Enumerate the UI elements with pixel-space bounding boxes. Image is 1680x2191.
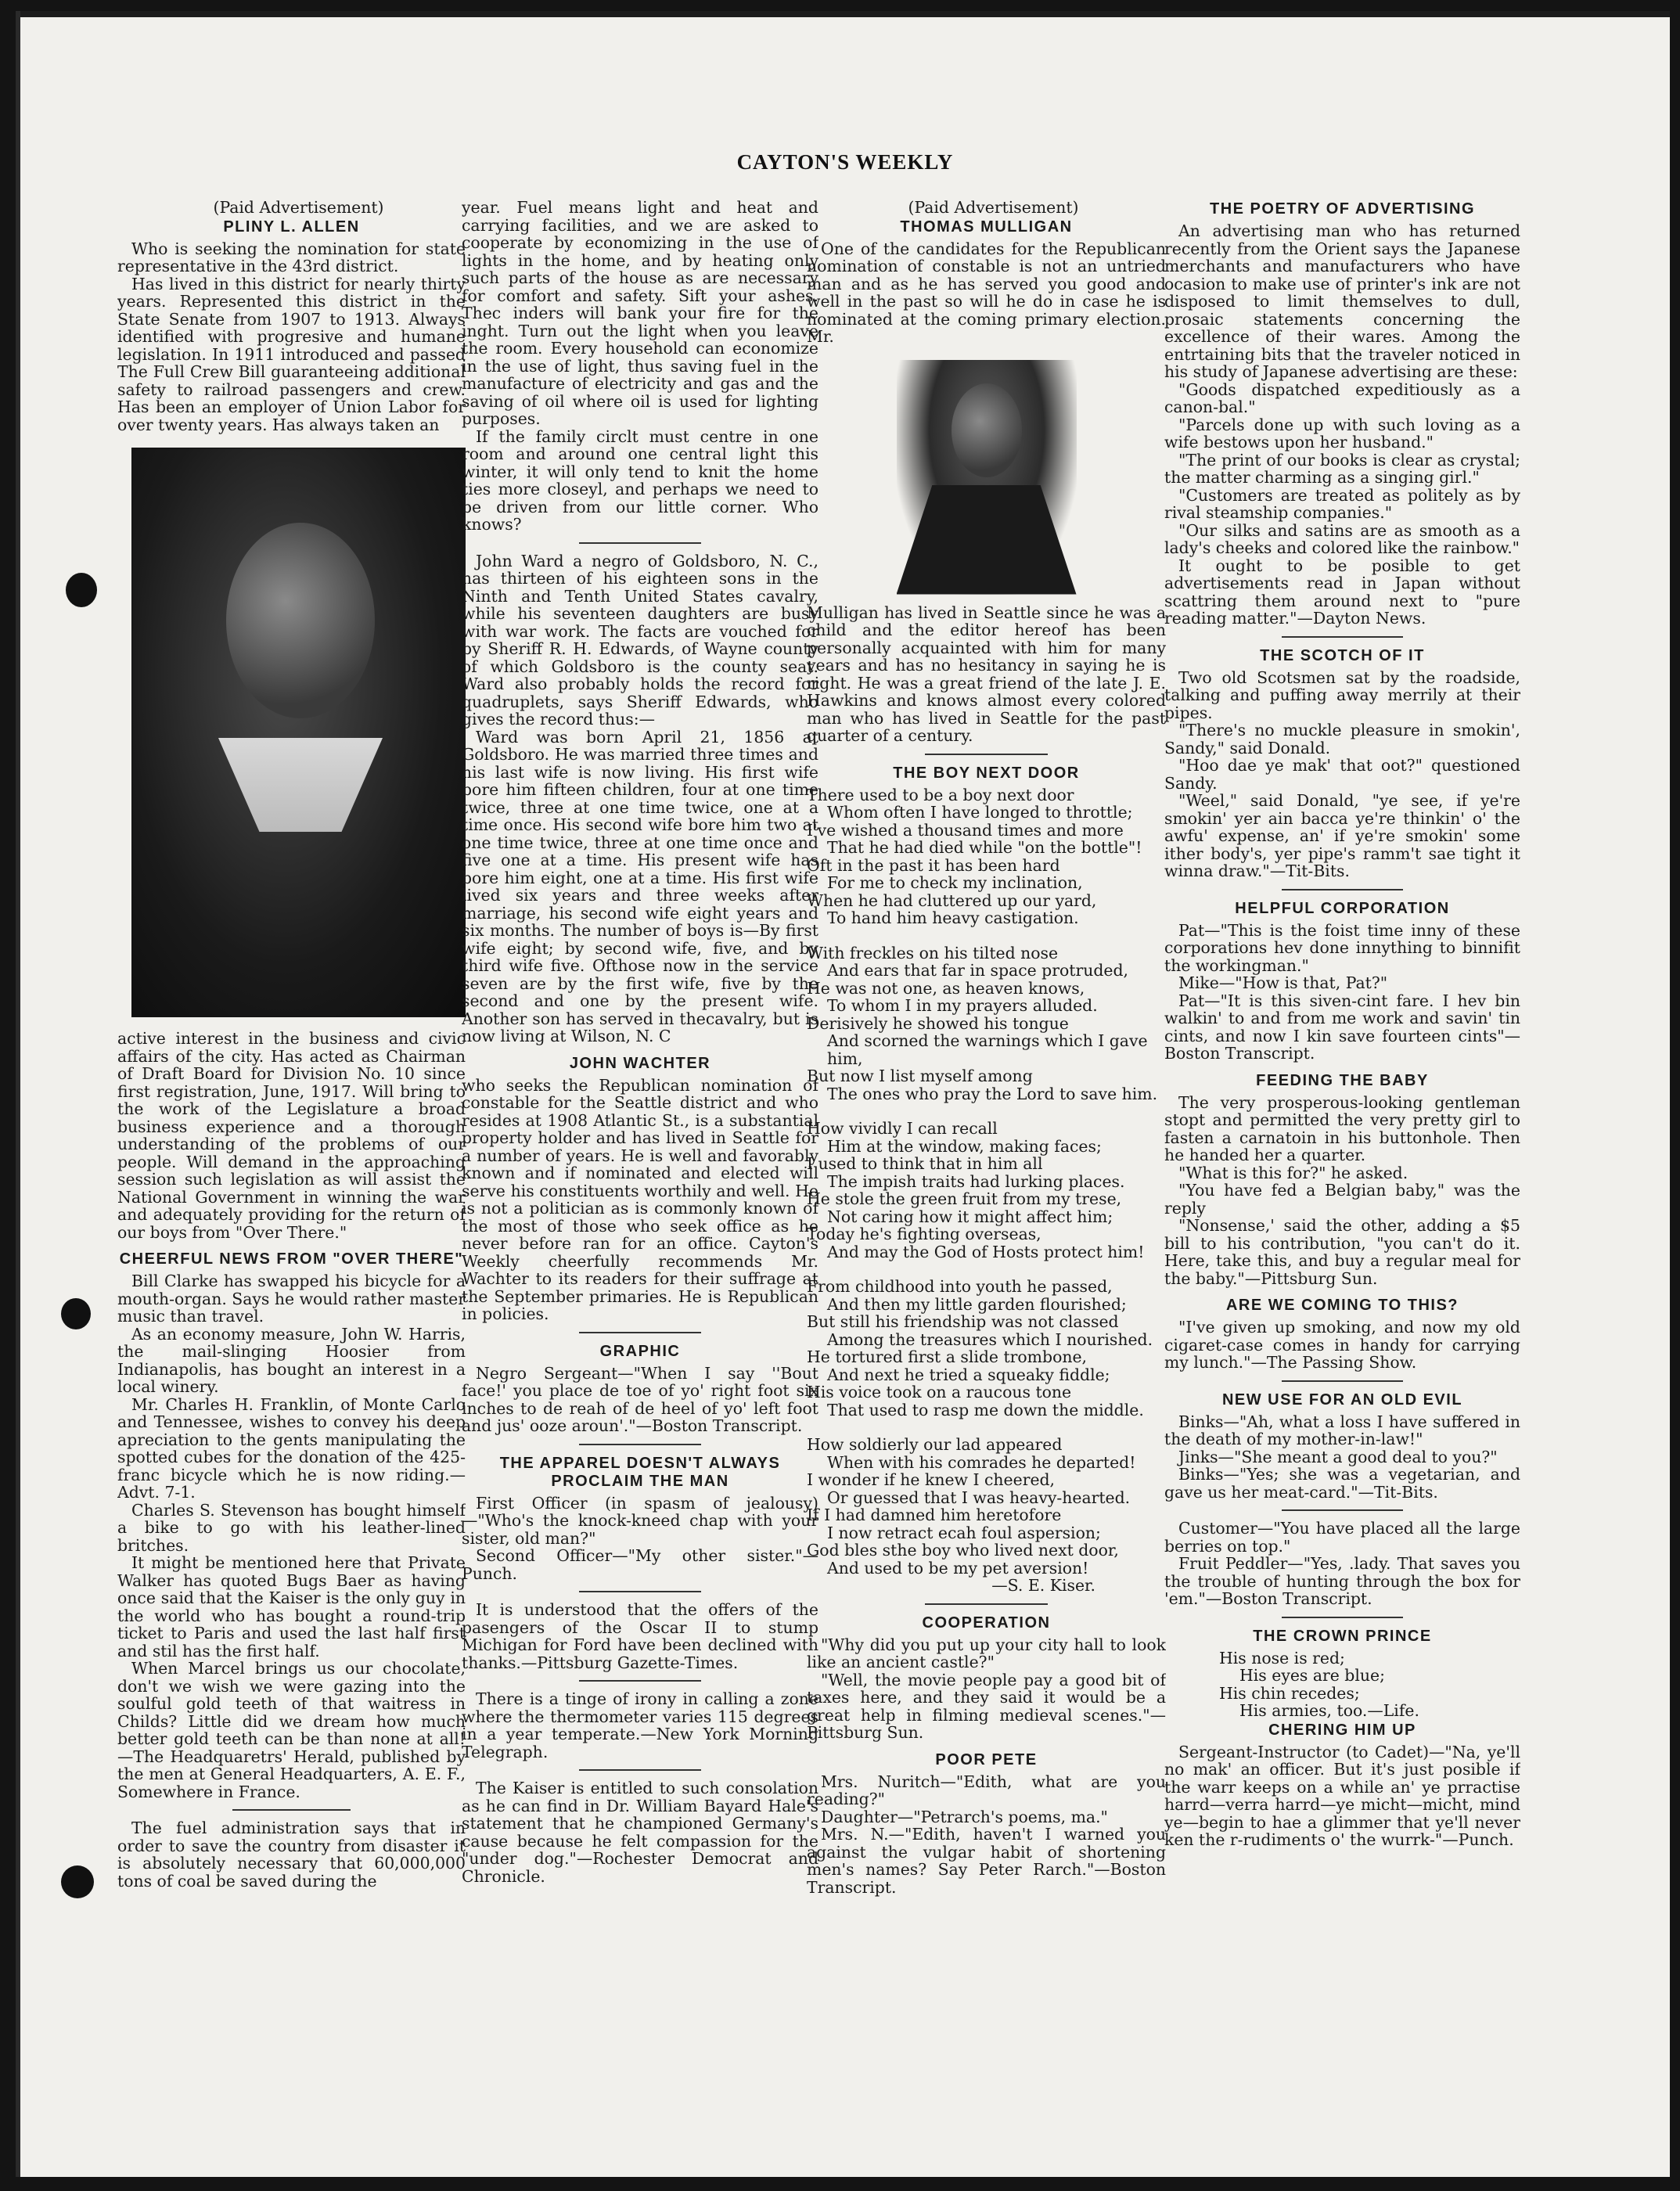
portrait-coat [897,485,1077,595]
poem-line: And next he tried a squeaky fiddle; [827,1365,1110,1384]
paragraph: Mike—"How is that, Pat?" [1178,973,1388,992]
poem-line: Among the treasures which I nourished. [827,1329,1153,1349]
separator [1282,1617,1403,1618]
article-title-apparel: THE APPAREL DOESN'T ALWAYS PROCLAIM THE MAN [499,1454,781,1490]
column-1 [117,199,466,2077]
paid-advertisement-label: (Paid Advertisement) [908,199,1079,217]
poem-line: His eyes are blue; [1239,1666,1385,1685]
masthead: CAYTON'S WEEKLY [736,150,954,174]
paragraph: Has lived in this district for nearly thirty years. Represented this district in the State Senate from 1907 to 1913. Always identified with progresive and humane legislation. In 1911 introduced and passed The Full Crew Bill guaranteeing additional safety to railroad passengers and crew. Has been an employer of Union Labor for over twenty years. Has always taken an [117,274,466,434]
poem-line: Derisively he showed his tongue [807,1013,1069,1033]
page-hole-mark [61,1865,94,1898]
article-title-poor-pete: POOR PETE [935,1750,1038,1768]
paragraph: Pat—"This is the foist time inny of these corporations hev done innything to binnifit the workingman." [1164,920,1520,975]
paragraph: Bill Clarke has swapped his bicycle for a mouth-organ. Says he would rather master music than travel. [117,1272,466,1326]
paragraph: "Why did you put up your city hall to look like an ancient castle?" [807,1635,1166,1671]
separator [1282,1380,1403,1382]
poem-line: I've wished a thousand times and more [807,820,1124,840]
poem-line: From childhood into youth he passed, [807,1277,1113,1296]
poem-crown-prince [1164,1650,1520,1720]
separator [579,1444,700,1445]
poem-line: I now retract ecah foul aspersion; [827,1523,1101,1542]
paragraph: "Well, the movie people pay a good bit of taxes here, and they said it would be a great help in filming medieval scenes."—Pittsburg Sun. [807,1670,1166,1742]
poem-line: Not caring how it might affect him; [827,1207,1113,1226]
paragraph: "I've given up smoking, and now my old cigaret-case comes in handy for carrying my lunch."—The Passing Show. [1164,1318,1520,1372]
article-title-allen: PLINY L. ALLEN [223,218,360,236]
paragraph: It might be mentioned here that Private Walker has quoted Bugs Baer as having once said that the Kaiser is the only guy in the world who has bought a round-trip ticket to Paris and used the last half first and stil has the first half. [117,1553,466,1660]
article-title-chering-him-up: CHERING HIM UP [1268,1721,1416,1739]
portrait-face [952,383,1022,477]
poem-line: To hand him heavy castigation. [827,908,1079,927]
paragraph: "Customers are treated as politely as by rival steamship companies." [1164,485,1520,522]
poem-line: The ones who pray the Lord to save him. [827,1084,1158,1103]
poem-line: When he had cluttered up our yard, [807,890,1097,910]
paragraph: Second Officer—"My other sister."—Punch. [462,1546,818,1583]
paragraph: Binks—"Yes; she was a vegetarian, and gave us her meat-card."—Tit-Bits. [1164,1465,1520,1502]
top-border [20,11,1670,17]
paragraph: John Ward a negro of Goldsboro, N. C., has thirteen of his eighteen sons in the Ninth and Tenth United States cavalry, while his seventeen daughters are busy with war work. The facts are vouched for by Sheriff R. H. Edwards, of Wayne county of which Goldsboro is the county seat. Ward also probably holds the record for quadruplets, says Sheriff Edwards, who gives the record thus:— [462,551,818,729]
separator [232,1809,351,1811]
separator [579,1769,700,1771]
separator [925,754,1047,755]
poem-line: He stole the green fruit from my trese, [807,1189,1122,1208]
portrait-photo-allen [131,448,466,1017]
article-title-helpful-corporation: HELPFUL CORPORATION [1235,899,1450,917]
page-hole-mark [66,573,97,607]
poem-line: But now I list myself among [807,1067,1033,1085]
paragraph: First Officer (in spasm of jealousy)—"Who's the knock-kneed chap with your sister, old man?" [462,1493,818,1548]
poem-line: Or guessed that I was heavy-hearted. [827,1488,1131,1507]
portrait-collar [218,738,383,832]
paragraph: Daughter—"Petrarch's poems, ma." [821,1807,1108,1826]
paragraph: Two old Scotsmen sat by the roadside, talking and puffing away merrily at their pipes. [1164,667,1520,722]
paragraph: year. Fuel means light and heat and carrying facilities, and we are asked to cooperate by economizing in the use of lights in the home, and by heating only such parts of the house as are necessary for comfort and safety. Sift your ashes. Thec inders will bank your fire for the inght. Turn out the light when you leave the room. Every household can economize in the use of light, thus saving fuel in the manufacture of electricity and gas and the saving of oil where oil is used for lighting purposes. [462,199,818,428]
paid-advertisement-label: (Paid Advertisement) [213,199,384,217]
poem-line: The impish traits had lurking places. [827,1171,1125,1191]
column-3 [807,199,1166,2077]
paragraph: Mrs. N.—"Edith, haven't I warned you against the vulgar habit of shortening men's names? Say Peter Rarch."—Boston Transcript. [807,1825,1166,1897]
page-hole-mark [61,1298,91,1329]
paragraph: Who is seeking the nomination for state representative in the 43rd district. [117,239,466,275]
paragraph: One of the candidates for the Republican nomination of constable is not an untried man and as he has served you good and well in the past so will he do in case he is nominated at the coming primary election. Mr. [807,239,1166,346]
poem-line: That used to rasp me down the middle. [827,1400,1144,1419]
paragraph: "You have fed a Belgian baby," was the reply [1164,1181,1520,1218]
poem-line: His nose is red; [1219,1648,1345,1668]
paragraph: The very prosperous-looking gentleman stopt and permitted the very pretty girl to fasten a carnatoin in his buttonhole. Then he handed her a quarter. [1164,1092,1520,1164]
article-title-cooperation: COOPERATION [922,1614,1051,1632]
article-title-mulligan: THOMAS MULLIGAN [900,218,1073,236]
paragraph: There is a tinge of irony in calling a zone where the thermometer varies 115 degrees in a year temperate.—New York Morning Telegraph. [462,1689,818,1761]
paragraph: It ought to be posible to get advertisements read in Japan without scattring them around next to "pure reading matter."—Dayton News. [1164,556,1520,628]
portrait-face [226,523,375,718]
poem-line: God bles sthe boy who lived next door, [807,1541,1119,1560]
paragraph: Jinks—"She meant a good deal to you?" [1178,1447,1498,1466]
poem-boy-next-door [807,786,1166,1578]
poem-line: For me to check my inclination, [827,873,1083,892]
poem-line: His chin recedes; [1219,1683,1360,1703]
poem-line: How soldierly our lad appeared [807,1435,1063,1454]
paragraph: "Parcels done up with such loving as a wife bestows upon her husband." [1164,415,1520,452]
paragraph: Fruit Peddler—"Yes, .lady. That saves you the trouble of hunting through the box for 'em."—Boston Transcript. [1164,1554,1520,1608]
article-title-boy-next-door: THE BOY NEXT DOOR [893,764,1080,782]
poem-line: Today he's fighting overseas, [807,1225,1041,1243]
separator [579,1591,700,1592]
paragraph: Customer—"You have placed all the large berries on top." [1164,1519,1520,1556]
article-title-poetry-advertising: THE POETRY OF ADVERTISING [1209,200,1475,218]
poem-line: And may the God of Hosts protect him! [827,1242,1145,1261]
paragraph: It is understood that the offers of the pasengers of the Oscar II to stump Michigan for Ford have been declined with thanks.—Pittsburg Gazette-Times. [462,1600,818,1672]
paragraph: The fuel administration says that in order to save the country from disaster it is absolutely necessary that 60,000,000 tons of coal be saved during the [117,1819,466,1891]
column-2 [462,199,818,2077]
poem-line: There used to be a boy next door [807,785,1074,804]
article-title-wachter: JOHN WACHTER [569,1054,711,1072]
poem-line: And used to be my pet aversion! [827,1558,1089,1578]
article-title-scotch: THE SCOTCH OF IT [1260,646,1425,664]
paragraph: "There's no muckle pleasure in smokin', Sandy," said Donald. [1164,721,1520,757]
paragraph: Mrs. Nuritch—"Edith, what are you reading?" [807,1772,1166,1808]
paragraph: As an economy measure, John W. Harris, the mail-slinging Hoosier from Indianapolis, has bought an interest in a local winery. [117,1324,466,1396]
paragraph: When Marcel brings us our chocolate, don't we wish we were gazing into the soulful gold teeth of that waitress in Childs? Little did we dream how much better gold teeth can be than none at all!—The Headquaretrs' Herald, published by the men at General Headquarters, A. E. F., Somewhere in France. [117,1659,466,1801]
poem-line: With freckles on his tilted nose [807,943,1059,962]
poem-line: I wonder if he knew I cheered, [807,1470,1056,1489]
paragraph: active interest in the business and civic affairs of the city. Has acted as Chairman of Draft Board for Division No. 10 since first registration, June, 1917. Will bring to the work of the Legislature a broad business experience and a thorough understanding of the problems of our people. Will demand in the approaching session such legislation as will assist the National Government in winning the war and adequately providing for the return of our boys from "Over There." [117,1029,466,1242]
paragraph: "What is this for?" he asked. [1178,1163,1408,1182]
paragraph: Sergeant-Instructor (to Cadet)—"Na, ye'll no mak' an officer. But it's just posible if the warr keeps on a while an' ye prractise harrd—verra harrd—ye micht—micht, mind ye—begin to hae a glimmer that ye'll never ken the r-rudiments o' the wurrk-"—Punch. [1164,1742,1520,1849]
poem-line: And then my little garden flourished; [827,1294,1127,1314]
poem-line: If I had damned him heretofore [807,1506,1062,1524]
poem-line: But still his friendship was not classed [807,1312,1119,1331]
article-title-old-evil: NEW USE FOR AN OLD EVIL [1221,1391,1463,1408]
portrait-photo-mulligan [897,360,1077,595]
paragraph: The Kaiser is entitled to such consolation as he can find in Dr. William Bayard Hale's statement that he championed Germany's cause because he felt compassion for the "under dog."—Rochester Democrat and Chronicle. [462,1779,818,1886]
paragraph: "Weel," said Donald, "ye see, if ye're smokin' yer ain bacca ye're thinkin' o' the awfu' expense, an' if ye're smokin' some ither body's, yer pipe's ramm't sae tight it winna draw."—Tit-Bits. [1164,791,1520,880]
separator [925,1603,1047,1605]
separator [1282,1509,1403,1511]
article-title-cheerful-news: CHEERFUL NEWS FROM "OVER THERE" [119,1250,464,1268]
poem-line: His voice took on a raucous tone [807,1383,1072,1401]
poem-line: He was not one, as heaven knows, [807,978,1085,998]
paragraph: "Hoo dae ye mak' that oot?" questioned Sandy. [1164,756,1520,793]
separator [579,1332,700,1333]
separator [579,542,700,544]
poem-line: His armies, too.—Life. [1239,1701,1419,1720]
poem-line: He tortured first a slide trombone, [807,1347,1088,1366]
separator [1282,636,1403,638]
paragraph: "Goods dispatched expeditiously as a canon-bal." [1164,380,1520,416]
paragraph: Binks—"Ah, what a loss I have suffered in the death of my mother-in-law!" [1164,1412,1520,1448]
paragraph: "Our silks and satins are as smooth as a lady's cheeks and colored like the rainbow." [1164,520,1520,557]
paragraph: "The print of our books is clear as crystal; the matter charming as a singing girl." [1164,450,1520,487]
poem-line: And ears that far in space protruded, [827,961,1128,980]
paragraph: An advertising man who has returned recently from the Orient says the Japanese merchants and manufacturers who have ocasion to make use of printer's ink are not disposed to limit themselves to dull, prosaic statements concerning the excellence of their wares. Among the entrtaining bits that the traveler noticed in his study of Japanese advertising are these: [1164,221,1520,381]
article-title-coming-to-this: ARE WE COMING TO THIS? [1225,1297,1459,1314]
separator [1282,889,1403,890]
paragraph: Ward was born April 21, 1856 at Goldsboro. He was married three times and his last wife is now living. His first wife bore him fifteen children, four at one time twice, three at one time twice, one at a time once. His second wife bore him two at one time twice, three at one time once and five one at a time. His present wife has bore him eight, one at a time. His first wife lived six years and three weeks after marriage, his second wife eight years and six months. The number of boys is—By first wife eight; by second wife, five, and by third wife five. Ofthose now in the service seven are by the first wife, five by the second and one by the present wife. Another son has served in thecavalry, but is now living at Wilson, N. C [462,727,818,1045]
separator [579,1680,700,1682]
poem-line: And scorned the warnings which I gave him, [827,1031,1148,1068]
paragraph: "Nonsense,' said the other, adding a $5 bill to his contribution, "you can't do it. Here, take this, and buy a regular meal for the baby."—Pittsburg Sun. [1164,1216,1520,1288]
article-title-crown-prince: THE CROWN PRINCE [1253,1627,1432,1645]
paragraph: If the family circlt must centre in one room and around one central light this winter, it will only tend to knit the home ties more closeyl, and perhaps we need to be driven from our little corner. Who knows? [462,426,818,534]
paragraph: Mr. Charles H. Franklin, of Monte Carlo and Tennessee, wishes to convey his deep apreciation to the gents manipulating the spotted cubes for the donation of the 425-franc bicycle which he is now riding.—Advt. 7-1. [117,1394,466,1502]
poem-line: Oft in the past it has been hard [807,855,1060,875]
article-title-graphic: GRAPHIC [599,1342,681,1360]
poem-line: That he had died while "on the bottle"! [827,838,1142,857]
paragraph: Charles S. Stevenson has bought himself a bike to go with his leather-lined britches. [117,1500,466,1555]
poem-line: I used to think that in him all [807,1154,1043,1173]
poem-line: Him at the window, making faces; [827,1136,1102,1156]
article-title-feeding-baby: FEEDING THE BABY [1256,1071,1429,1089]
paragraph: who seeks the Republican nomination of constable for the Seattle district and who resides at 1908 Atlantic St., is a substantial property holder and has lived in Seattle for a number of years. He is well and favorably known and if nominated and elected will serve his constituents worthily and well. He is not a politician as is commonly known of the most of those who seek office as he never before ran for an office. Cayton's Weekly cheerfully recommends Mr. Wachter to its readers for their suffrage at the September primaries. He is Republican in policies. [462,1075,818,1323]
poem-line: To whom I in my prayers alluded. [827,996,1098,1015]
paragraph: Mulligan has lived in Seattle since he was a child and the editor hereof has been personally acquainted with him for many years and has no hesitancy in saying he is right. He was a great friend of the late J. E. Hawkins and knows almost every colored man who has lived in Seattle for the past quarter of a century. [807,603,1166,745]
paragraph: Pat—"It is this siven-cint fare. I hev bin walkin' to and from me work and savin' tin cints, and now I kin save fourteen cints"—Boston Transcript. [1164,991,1520,1063]
poem-line: When with his comrades he departed! [827,1452,1136,1472]
poem-signature: —S. E. Kiser. [991,1576,1095,1595]
column-4 [1164,199,1520,2077]
newspaper-page [16,11,1670,2177]
paragraph: Negro Sergeant—"When I say ''Bout face!' you place de toe of yo' right foot six inches to de reah of de heel of yo' left foot and jus' ooze aroun'."—Boston Transcript. [462,1363,818,1435]
poem-line: Whom often I have longed to throttle; [827,803,1133,822]
poem-line: How vividly I can recall [807,1119,998,1138]
